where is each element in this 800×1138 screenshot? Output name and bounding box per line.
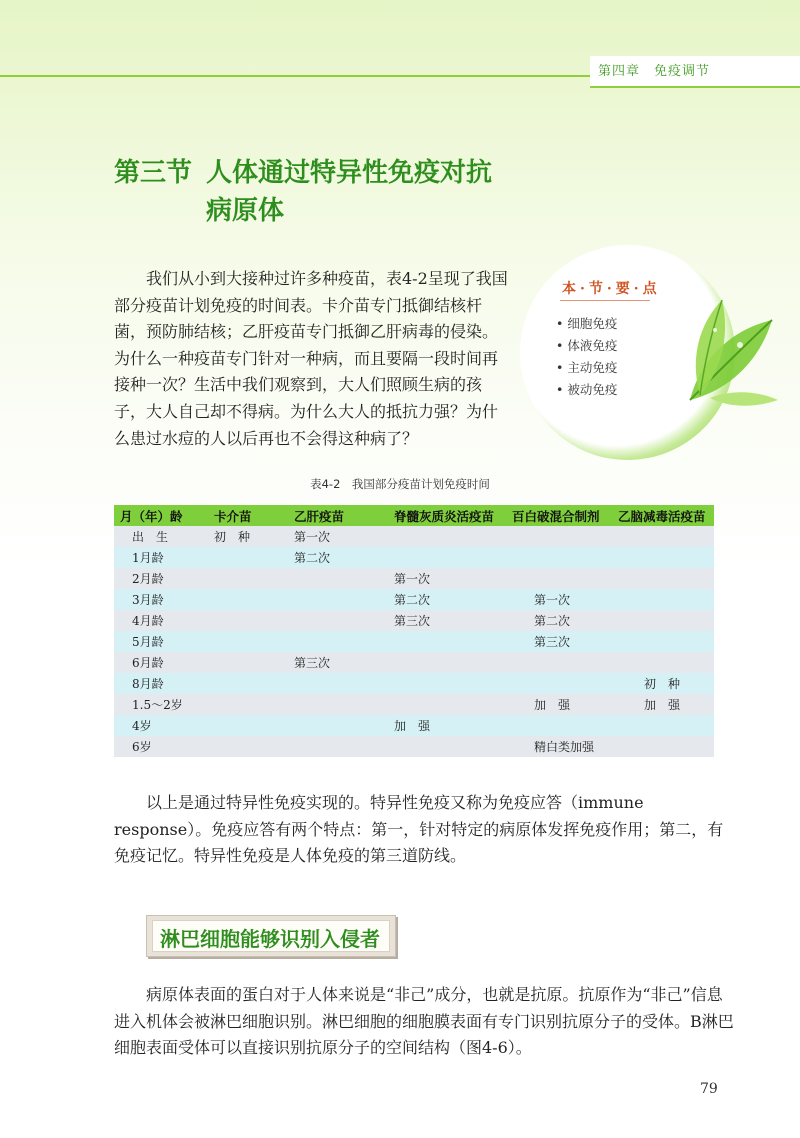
table-cell bbox=[204, 694, 294, 715]
table-cell bbox=[614, 610, 714, 631]
table-cell: 第三次 bbox=[294, 652, 384, 673]
table-cell: 第三次 bbox=[504, 631, 614, 652]
table-caption: 表4-2 我国部分疫苗计划免疫时间 bbox=[310, 477, 490, 491]
chapter-label bbox=[598, 60, 710, 79]
table-row bbox=[114, 547, 714, 568]
table-cell bbox=[504, 526, 614, 547]
table-cell bbox=[294, 715, 384, 736]
table-cell bbox=[204, 715, 294, 736]
table-cell: 加 强 bbox=[504, 694, 614, 715]
section-title-line1: 人体通过特异性免疫对抗 bbox=[206, 158, 493, 188]
table-row bbox=[114, 694, 714, 715]
table-cell bbox=[294, 568, 384, 589]
table-cell bbox=[504, 568, 614, 589]
table-cell: 精白类加强 bbox=[504, 736, 614, 757]
specific-immunity-paragraph: 以上是通过特异性免疫实现的。特异性免疫又称为免疫应答（immune response）。免疫应答有两个特点：第一，针对特定的病原体发挥免疫作用；第二，有免疫记忆。特异性免疫是人体免疫的第三道防线。 bbox=[114, 793, 724, 866]
table-cell: 4月龄 bbox=[114, 610, 204, 631]
table-header-cell: 卡介苗 bbox=[204, 505, 294, 526]
key-points-divider bbox=[560, 300, 650, 301]
chapter-title: 免疫调节 bbox=[654, 64, 711, 79]
subheading: 淋巴细胞能够识别入侵者 bbox=[160, 927, 380, 951]
table-cell bbox=[384, 694, 504, 715]
table-row bbox=[114, 526, 714, 547]
table-cell bbox=[614, 568, 714, 589]
key-point-item: • 体液免疫 bbox=[556, 335, 617, 357]
table-cell: 初 种 bbox=[614, 673, 714, 694]
table-cell: 第一次 bbox=[504, 589, 614, 610]
table-cell: 初 种 bbox=[204, 526, 294, 547]
key-point-item: • 细胞免疫 bbox=[556, 313, 617, 335]
section-number: 第三节 bbox=[114, 158, 193, 188]
table-cell: 第二次 bbox=[384, 589, 504, 610]
table-cell: 2月龄 bbox=[114, 568, 204, 589]
table-row bbox=[114, 589, 714, 610]
table-cell bbox=[614, 715, 714, 736]
table-cell bbox=[204, 568, 294, 589]
key-point-item: • 主动免疫 bbox=[556, 357, 617, 379]
table-cell bbox=[294, 673, 384, 694]
table-header-cell: 月（年）龄 bbox=[114, 505, 204, 526]
table-cell bbox=[204, 589, 294, 610]
table-cell: 加 强 bbox=[384, 715, 504, 736]
table-cell bbox=[614, 736, 714, 757]
table-cell bbox=[294, 736, 384, 757]
table-header-cell: 乙肝疫苗 bbox=[294, 505, 384, 526]
key-points-title: 本·节·要·点 bbox=[562, 281, 661, 297]
table-header-cell: 乙脑减毒活疫苗 bbox=[614, 505, 714, 526]
table-cell bbox=[504, 547, 614, 568]
table-cell bbox=[384, 631, 504, 652]
table-cell: 3月龄 bbox=[114, 589, 204, 610]
table-cell bbox=[614, 526, 714, 547]
key-point-item: • 被动免疫 bbox=[556, 379, 617, 401]
section-title-line2: 病原体 bbox=[206, 196, 285, 226]
leaf-icon bbox=[660, 290, 780, 410]
table-cell bbox=[504, 673, 614, 694]
table-cell bbox=[204, 631, 294, 652]
table-cell bbox=[384, 736, 504, 757]
table-cell: 1月龄 bbox=[114, 547, 204, 568]
table-cell bbox=[614, 589, 714, 610]
table-cell bbox=[384, 547, 504, 568]
table-cell: 6月龄 bbox=[114, 652, 204, 673]
table-cell: 4岁 bbox=[114, 715, 204, 736]
table-cell: 5月龄 bbox=[114, 631, 204, 652]
table-cell: 第一次 bbox=[294, 526, 384, 547]
table-cell bbox=[614, 547, 714, 568]
table-cell: 1.5～2岁 bbox=[114, 694, 204, 715]
table-cell bbox=[504, 715, 614, 736]
table-cell bbox=[384, 652, 504, 673]
chapter-number: 第四章 bbox=[598, 64, 641, 79]
key-points-list bbox=[556, 313, 617, 401]
table-cell: 加 强 bbox=[614, 694, 714, 715]
table-cell: 第二次 bbox=[294, 547, 384, 568]
table-row bbox=[114, 610, 714, 631]
table-row bbox=[114, 652, 714, 673]
table-cell bbox=[204, 673, 294, 694]
page-number: 79 bbox=[700, 1081, 718, 1097]
table-cell bbox=[384, 526, 504, 547]
table-row bbox=[114, 673, 714, 694]
table-header-cell: 脊髓灰质炎活疫苗 bbox=[384, 505, 504, 526]
table-cell bbox=[204, 610, 294, 631]
table-cell bbox=[614, 652, 714, 673]
table-cell: 8月龄 bbox=[114, 673, 204, 694]
table-cell bbox=[294, 610, 384, 631]
table-cell: 6岁 bbox=[114, 736, 204, 757]
table-row bbox=[114, 568, 714, 589]
vaccine-schedule-table bbox=[114, 505, 714, 757]
table-cell bbox=[384, 673, 504, 694]
table-cell bbox=[294, 589, 384, 610]
table-cell bbox=[204, 652, 294, 673]
table-cell bbox=[504, 652, 614, 673]
table-row bbox=[114, 631, 714, 652]
table-cell: 出 生 bbox=[114, 526, 204, 547]
table-header-row bbox=[114, 505, 714, 526]
table-cell bbox=[614, 631, 714, 652]
table-cell: 第一次 bbox=[384, 568, 504, 589]
table-cell bbox=[204, 547, 294, 568]
table-cell bbox=[294, 694, 384, 715]
table-cell bbox=[204, 736, 294, 757]
antigen-paragraph: 病原体表面的蛋白对于人体来说是“非己”成分，也就是抗原。抗原作为“非己”信息进入机体会被淋巴细胞识别。淋巴细胞的细胞膜表面有专门识别抗原分子的受体。B淋巴细胞表面受体可以直接识别抗原分子的空间结构（图4-6）。 bbox=[114, 985, 734, 1058]
table-cell bbox=[294, 631, 384, 652]
table-cell: 第二次 bbox=[504, 610, 614, 631]
table-row bbox=[114, 715, 714, 736]
intro-paragraph: 我们从小到大接种过许多种疫苗，表4-2呈现了我国部分疫苗计划免疫的时间表。卡介苗专门抵御结核杆菌，预防肺结核；乙肝疫苗专门抵御乙肝病毒的侵染。为什么一种疫苗专门针对一种病，而且要隔一段时间再接种一次？生活中我们观察到，大人们照顾生病的孩子，大人自己却不得病。为什么大人的抵抗力强？为什么患过水痘的人以后再也不会得这种病了？ bbox=[114, 269, 508, 448]
table-cell: 第三次 bbox=[384, 610, 504, 631]
table-header-cell: 百白破混合制剂 bbox=[504, 505, 614, 526]
table-row bbox=[114, 736, 714, 757]
